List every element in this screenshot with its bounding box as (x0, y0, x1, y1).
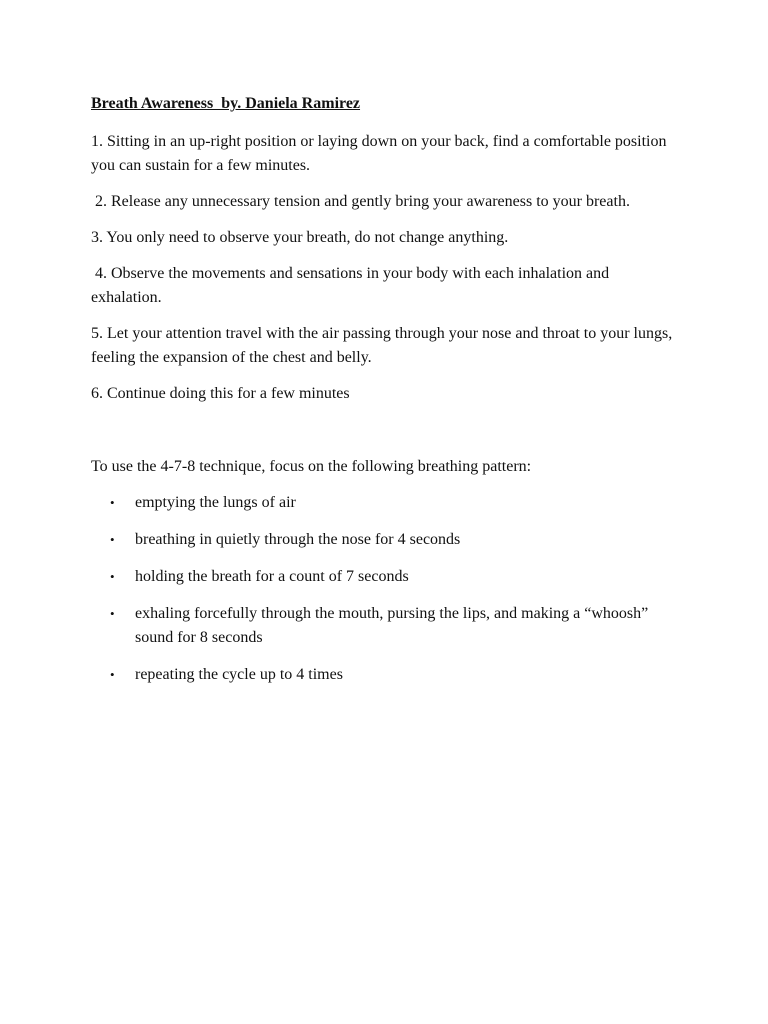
step-4: 4. Observe the movements and sensations in your body with each inhalation and exhalation. (91, 265, 614, 306)
bullet-icon: • (110, 532, 115, 547)
step-2: 2. Release any unnecessary tension and gently bring your awareness to your breath. (91, 193, 630, 210)
bullet-icon: • (110, 569, 115, 584)
list-item-text: repeating the cycle up to 4 times (135, 666, 343, 683)
list-item (91, 663, 676, 687)
list-item (91, 528, 676, 552)
bullet-icon: • (110, 606, 115, 621)
list-item (91, 602, 676, 650)
step-6: 6. Continue doing this for a few minutes (91, 385, 350, 402)
list-item-text: holding the breath for a count of 7 seconds (135, 568, 409, 585)
step-1: 1. Sitting in an up-right position or laying down on your back, find a comfortable position you can sustain for a few minutes. (91, 133, 671, 174)
bullet-icon: • (110, 495, 115, 510)
blank-line (91, 418, 676, 455)
list-item-text: exhaling forcefully through the mouth, pursing the lips, and making a “whoosh” sound for 8 seconds (135, 605, 649, 646)
list-item-text: breathing in quietly through the nose for 4 seconds (135, 531, 461, 548)
list-item (91, 491, 676, 515)
breathing-pattern-list (91, 491, 676, 687)
bullet-icon: • (110, 667, 115, 682)
step-5: 5. Let your attention travel with the air passing through your nose and throat to your lungs, feeling the expansion of the chest and belly. (91, 325, 677, 366)
step-3: 3. You only need to observe your breath, do not change anything. (91, 229, 509, 246)
list-item-text: emptying the lungs of air (135, 494, 296, 511)
technique-intro: To use the 4-7-8 technique, focus on the following breathing pattern: (91, 458, 532, 475)
list-item (91, 565, 676, 589)
document-title: Breath Awareness by. Daniela Ramirez (91, 95, 361, 112)
